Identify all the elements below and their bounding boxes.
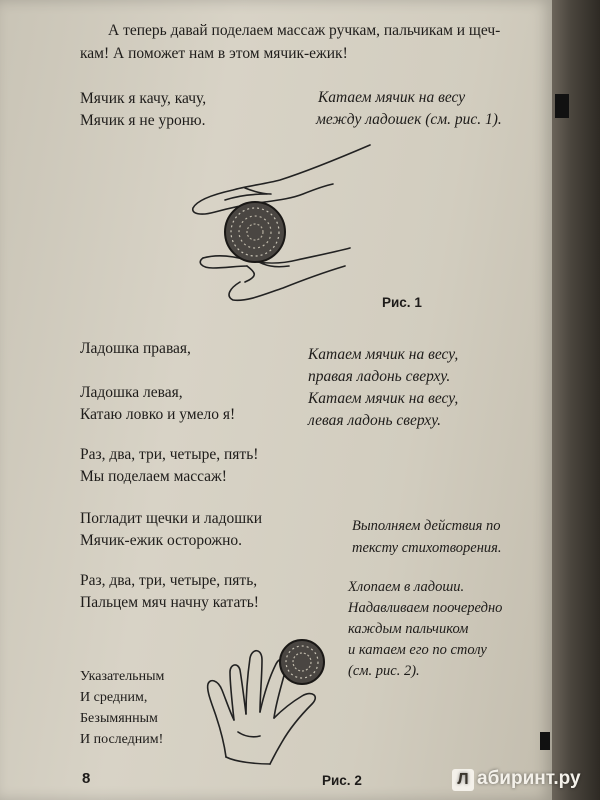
verse-line: Ладошка левая, <box>80 384 183 401</box>
verse-line: Мы поделаем массаж! <box>80 468 227 485</box>
note-line: каждым пальчиком <box>348 621 469 637</box>
note-line: тексту стихотворения. <box>352 540 502 556</box>
stanza3-verse <box>80 444 258 488</box>
hedgehog-ball-icon <box>280 640 324 684</box>
verse-line: Мячик-ежик осторожно. <box>80 532 243 549</box>
stanza4-verse <box>80 508 262 552</box>
verse-line: Катаю ловко и умело я! <box>80 406 236 423</box>
figure1-caption: Рис. 1 <box>382 295 422 310</box>
stanza1-verse <box>80 88 206 132</box>
verse-line: Пальцем мяч начну катать! <box>80 594 259 611</box>
watermark-badge: Л <box>452 769 474 791</box>
verse-line: И последним! <box>80 732 164 747</box>
stanza5-verse <box>80 570 259 614</box>
watermark <box>452 768 581 791</box>
note-line: Катаем мячик на весу, <box>308 390 459 407</box>
verse-line: Указательным <box>80 669 165 684</box>
note-line: (см. рис. 2). <box>348 663 420 679</box>
note-line: Выполняем действия по <box>352 518 501 534</box>
note-line: и катаем его по столу <box>348 642 487 658</box>
intro-line-1: А теперь давай поделаем массаж ручкам, пальчикам и щеч- <box>108 22 501 39</box>
stanza6-verse <box>80 666 164 750</box>
hand-finger-ball-illustration <box>196 632 346 767</box>
note-line: Хлопаем в ладоши. <box>348 579 465 595</box>
verse-line: Безымянным <box>80 711 158 726</box>
note-line: Надавливаем поочередно <box>348 600 503 616</box>
verse-line: Раз, два, три, четыре, пять! <box>80 446 259 463</box>
stanza1-note <box>318 87 502 131</box>
hedgehog-ball-icon <box>225 202 285 262</box>
note-line: Катаем мячик на весу <box>318 89 466 106</box>
verse-line: Мячик я не уроню. <box>80 112 206 129</box>
section-tab-marker <box>555 94 569 118</box>
note-line: правая ладонь сверху. <box>308 368 451 385</box>
page-edge-shadow <box>552 0 600 800</box>
note-line: Катаем мячик на весу, <box>308 346 459 363</box>
page-number: 8 <box>82 770 91 787</box>
verse-line: Мячик я качу, качу, <box>80 90 207 107</box>
intro-line-2: кам! А поможет нам в этом мячик-ежик! <box>80 45 348 62</box>
watermark-text: абиринт.ру <box>477 768 581 789</box>
verse-line: Погладит щечки и ладошки <box>80 510 263 527</box>
hands-ball-illustration <box>185 140 375 315</box>
stanza2-verse-b <box>80 382 235 426</box>
note-line: между ладошек (см. рис. 1). <box>316 111 502 128</box>
stanza4-note <box>352 515 502 559</box>
verse-line: Раз, два, три, четыре, пять, <box>80 572 258 589</box>
note-line: левая ладонь сверху. <box>308 412 441 429</box>
stanza2-verse-a: Ладошка правая, <box>80 340 191 357</box>
section-tab-marker <box>540 732 550 750</box>
figure2-caption: Рис. 2 <box>322 773 362 788</box>
stanza2-note <box>308 344 458 432</box>
verse-line: И средним, <box>80 690 148 705</box>
stanza5-note <box>348 577 502 682</box>
